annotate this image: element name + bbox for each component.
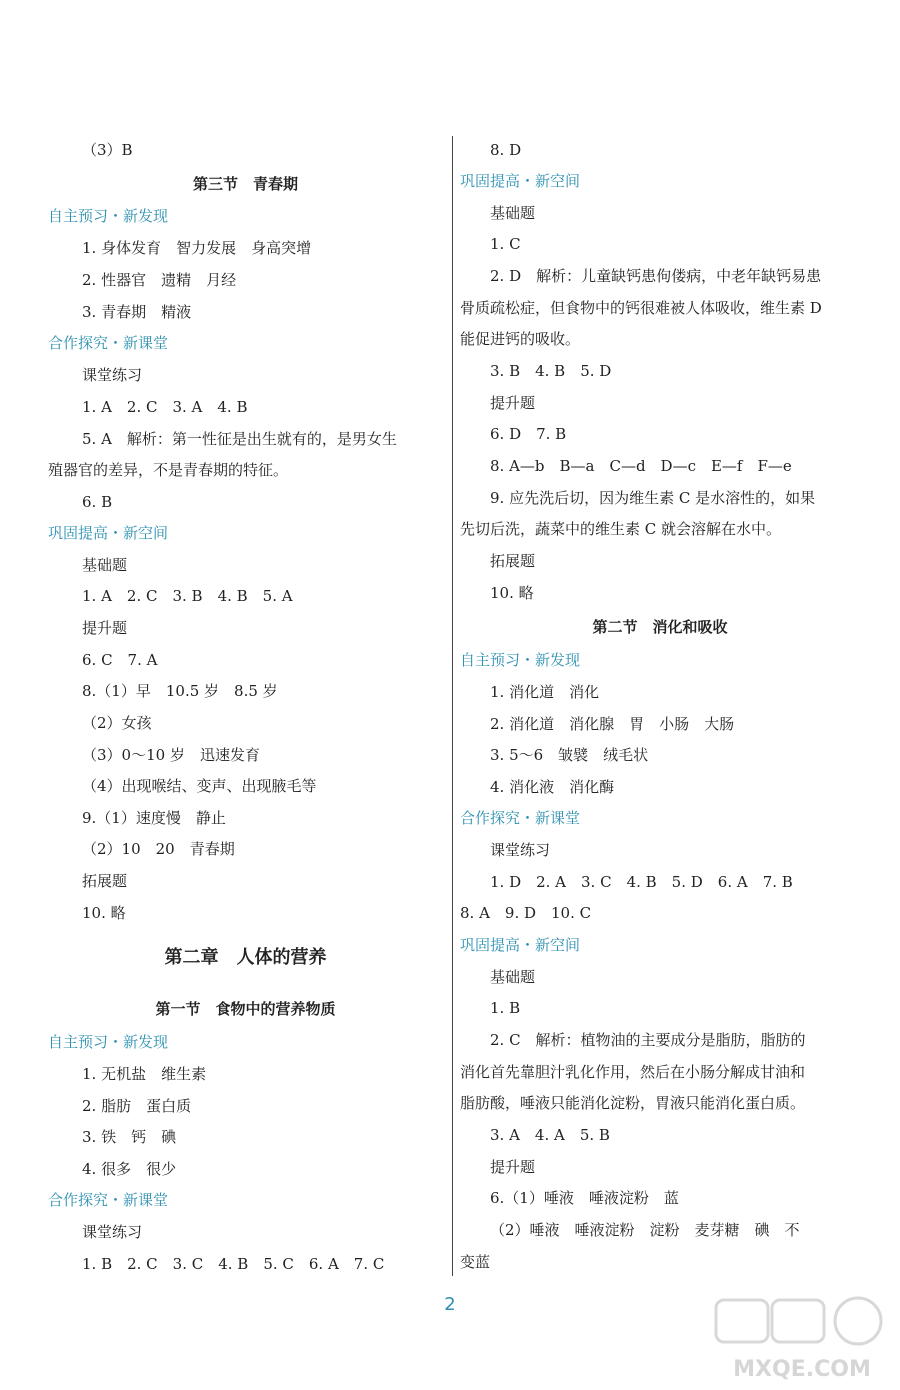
section-title: 巩固提高・新空间 xyxy=(48,524,169,542)
text-line: 10. 略 xyxy=(490,584,534,602)
text-line: 6. C 7. A xyxy=(82,651,158,669)
text-line: 8. A—b B—a C—d D—c E—f F—e xyxy=(490,457,792,475)
text-line: （2）女孩 xyxy=(82,714,152,732)
section-heading: 第一节 食物中的营养物质 xyxy=(155,1000,336,1018)
text-line: 4. 很多 很少 xyxy=(82,1160,177,1178)
text-line: 提升题 xyxy=(490,394,536,412)
text-line: 基础题 xyxy=(82,556,128,574)
text-line: 1. A 2. C 3. B 4. B 5. A xyxy=(82,587,293,605)
section-heading: 第三节 青春期 xyxy=(192,175,298,193)
text-line: 6.（1）唾液 唾液淀粉 蓝 xyxy=(490,1189,679,1207)
text-line: 8. D xyxy=(490,141,522,159)
text-line: （3）0～10 岁 迅速发育 xyxy=(82,746,260,764)
watermark-text: MXQE.COM xyxy=(733,1357,871,1382)
text-line: 1. B 2. C 3. C 4. B 5. C 6. A 7. C xyxy=(82,1255,385,1273)
section-title: 合作探究・新课堂 xyxy=(460,809,581,827)
text-line: 基础题 xyxy=(490,968,536,986)
text-line: 1. D 2. A 3. C 4. B 5. D 6. A 7. B xyxy=(490,873,793,891)
text-line: 8.（1）早 10.5 岁 8.5 岁 xyxy=(82,682,278,700)
text-line: 1. 无机盐 维生素 xyxy=(82,1065,207,1083)
text-line: 1. 身体发育 智力发展 身高突增 xyxy=(82,239,312,257)
text-line: （2）唾液 唾液淀粉 淀粉 麦芽糖 碘 不 xyxy=(490,1221,800,1239)
column-divider xyxy=(452,136,453,1276)
text-line: 3. B 4. B 5. D xyxy=(490,362,612,380)
text-line: 能促进钙的吸收。 xyxy=(460,330,581,348)
section-title: 自主预习・新发现 xyxy=(48,207,169,225)
section-title: 合作探究・新课堂 xyxy=(48,1191,169,1209)
text-line: 1. C xyxy=(490,235,521,253)
text-line: 9.（1）速度慢 静止 xyxy=(82,809,226,827)
chapter-title: 第二章 人体的营养 xyxy=(164,947,327,968)
text-line: 课堂练习 xyxy=(82,1223,143,1241)
text-line: 1. 消化道 消化 xyxy=(490,683,600,701)
text-line: 殖器官的差异，不是青春期的特征。 xyxy=(48,461,289,479)
text-line: 变蓝 xyxy=(460,1253,491,1271)
page-number: 2 xyxy=(444,1294,456,1315)
text-line: 5. A 解析：第一性征是出生就有的，是男女生 xyxy=(82,430,397,448)
section-title: 巩固提高・新空间 xyxy=(460,172,581,190)
text-line: 3. 青春期 精液 xyxy=(82,303,192,321)
text-line: 6. B xyxy=(82,493,113,511)
text-line: 消化首先靠胆汁乳化作用，然后在小肠分解成甘油和 xyxy=(460,1063,806,1081)
text-line: （3）B xyxy=(82,141,133,159)
text-line: 拓展题 xyxy=(490,552,536,570)
text-line: 8. A 9. D 10. C xyxy=(460,904,592,922)
text-line: 1. B xyxy=(490,999,521,1017)
section-title: 合作探究・新课堂 xyxy=(48,334,169,352)
text-line: 2. C 解析：植物油的主要成分是脂肪，脂肪的 xyxy=(490,1031,806,1049)
text-line: 先切后洗，蔬菜中的维生素 C 就会溶解在水中。 xyxy=(460,520,782,538)
text-line: 2. 性器官 遗精 月经 xyxy=(82,271,237,289)
text-line: （2）10 20 青春期 xyxy=(82,840,235,858)
text-line: 3. 铁 钙 碘 xyxy=(82,1128,177,1146)
text-line: 3. A 4. A 5. B xyxy=(490,1126,610,1144)
text-line: 课堂练习 xyxy=(82,366,143,384)
watermark-logo xyxy=(712,1294,892,1384)
text-line: 基础题 xyxy=(490,204,536,222)
text-line: 2. D 解析：儿童缺钙患佝偻病，中老年缺钙易患 xyxy=(490,267,822,285)
text-line: 3. 5～6 皱襞 绒毛状 xyxy=(490,746,649,764)
section-title: 巩固提高・新空间 xyxy=(460,936,581,954)
text-line: 拓展题 xyxy=(82,872,128,890)
text-line: 脂肪酸，唾液只能消化淀粉，胃液只能消化蛋白质。 xyxy=(460,1094,806,1112)
text-line: （4）出现喉结、变声、出现腋毛等 xyxy=(82,777,317,795)
text-line: 9. 应先洗后切，因为维生素 C 是水溶性的，如果 xyxy=(490,489,816,507)
text-line: 2. 脂肪 蛋白质 xyxy=(82,1097,192,1115)
text-line: 2. 消化道 消化腺 胃 小肠 大肠 xyxy=(490,715,735,733)
section-title: 自主预习・新发现 xyxy=(460,651,581,669)
text-line: 4. 消化液 消化酶 xyxy=(490,778,615,796)
section-heading: 第二节 消化和吸收 xyxy=(592,618,728,636)
text-line: 骨质疏松症，但食物中的钙很难被人体吸收，维生素 D xyxy=(460,299,822,317)
text-line: 提升题 xyxy=(82,619,128,637)
text-line: 10. 略 xyxy=(82,904,126,922)
text-line: 1. A 2. C 3. A 4. B xyxy=(82,398,248,416)
text-line: 课堂练习 xyxy=(490,841,551,859)
text-line: 提升题 xyxy=(490,1158,536,1176)
text-line: 6. D 7. B xyxy=(490,425,567,443)
section-title: 自主预习・新发现 xyxy=(48,1033,169,1051)
